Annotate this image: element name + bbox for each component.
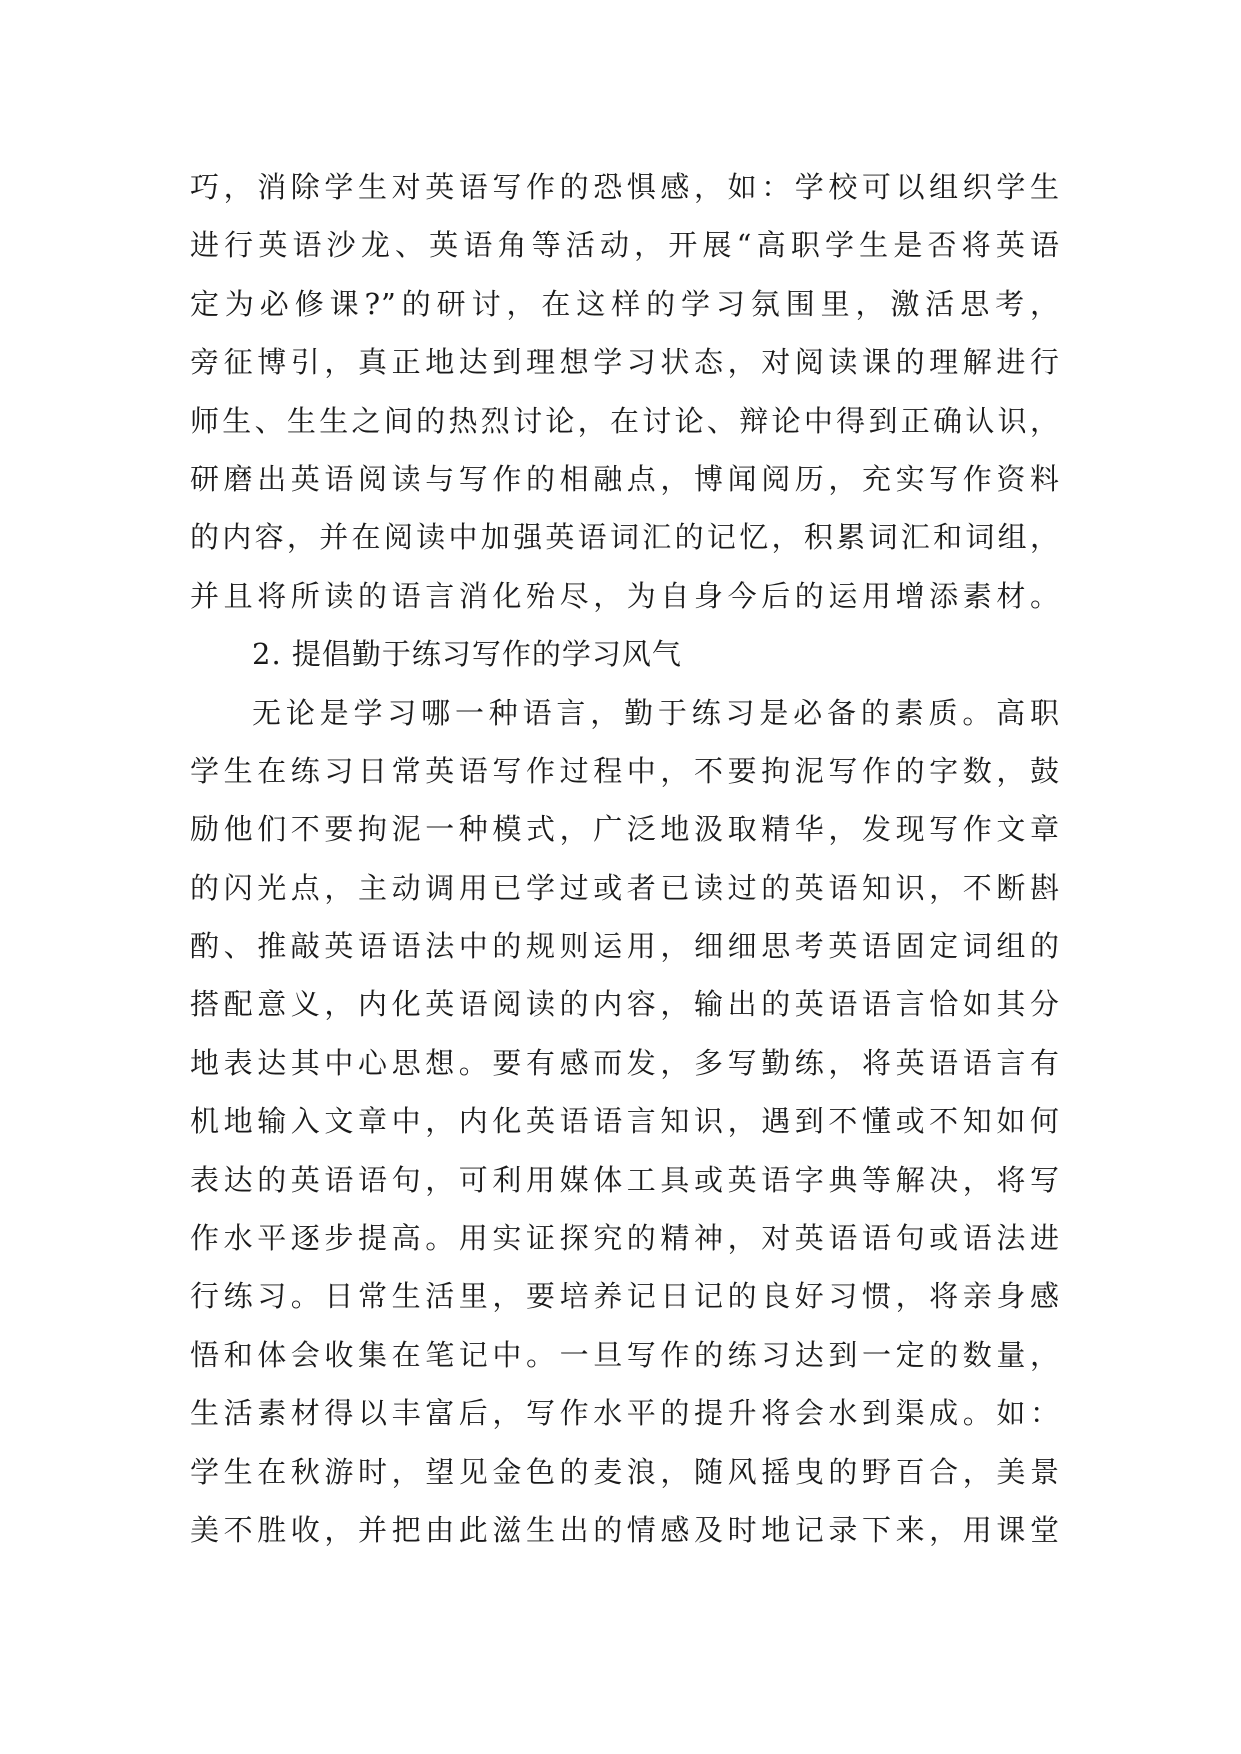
paragraph-line: 进行英语沙龙、英语角等活动，开展“高职学生是否将英语	[190, 228, 1060, 263]
paragraph-line: 作水平逐步提高。用实证探究的精神，对英语语句或语法进	[190, 1221, 1060, 1256]
paragraph-line: 的内容，并在阅读中加强英语词汇的记忆，积累词汇和词组，	[190, 520, 1060, 555]
paragraph-line: 无论是学习哪一种语言，勤于练习是必备的素质。高职	[252, 695, 1060, 730]
paragraph-line: 学生在练习日常英语写作过程中，不要拘泥写作的字数，鼓	[190, 753, 1060, 788]
paragraph-line: 酌、推敲英语语法中的规则运用，细细思考英语固定词组的	[190, 929, 1060, 964]
paragraph-line: 机地输入文章中，内化英语语言知识，遇到不懂或不知如何	[190, 1104, 1060, 1139]
paragraph-line: 表达的英语语句，可利用媒体工具或英语字典等解决，将写	[190, 1162, 1060, 1197]
paragraph-line: 师生、生生之间的热烈讨论，在讨论、辩论中得到正确认识，	[190, 403, 1060, 438]
paragraph-line: 研磨出英语阅读与写作的相融点，博闻阅历，充实写作资料	[190, 461, 1060, 496]
body-text	[190, 158, 1060, 1559]
paragraph-line: 美不胜收，并把由此滋生出的情感及时地记录下来，用课堂	[190, 1512, 1060, 1547]
paragraph-line: 生活素材得以丰富后，写作水平的提升将会水到渠成。如：	[190, 1396, 1060, 1431]
section-heading: 2. 提倡勤于练习写作的学习风气	[252, 637, 682, 672]
paragraph-line: 地表达其中心思想。要有感而发，多写勤练，将英语语言有	[190, 1045, 1060, 1080]
paragraph-line: 学生在秋游时，望见金色的麦浪，随风摇曳的野百合，美景	[190, 1454, 1060, 1489]
paragraph-line: 并且将所读的语言消化殆尽，为自身今后的运用增添素材。	[190, 578, 1060, 613]
paragraph-line: 悟和体会收集在笔记中。一旦写作的练习达到一定的数量，	[190, 1337, 1060, 1372]
paragraph-line: 行练习。日常生活里，要培养记日记的良好习惯，将亲身感	[190, 1279, 1060, 1314]
paragraph-line: 巧，消除学生对英语写作的恐惧感，如：学校可以组织学生	[190, 170, 1060, 204]
paragraph-line: 旁征博引，真正地达到理想学习状态，对阅读课的理解进行	[190, 345, 1060, 380]
paragraph-line: 定为必修课?”的研讨，在这样的学习氛围里，激活思考，	[190, 286, 1060, 321]
paragraph-line: 搭配意义，内化英语阅读的内容，输出的英语语言恰如其分	[190, 987, 1060, 1022]
paragraph-line: 的闪光点，主动调用已学过或者已读过的英语知识，不断斟	[190, 870, 1060, 905]
paragraph-line: 励他们不要拘泥一种模式，广泛地汲取精华，发现写作文章	[190, 812, 1060, 847]
